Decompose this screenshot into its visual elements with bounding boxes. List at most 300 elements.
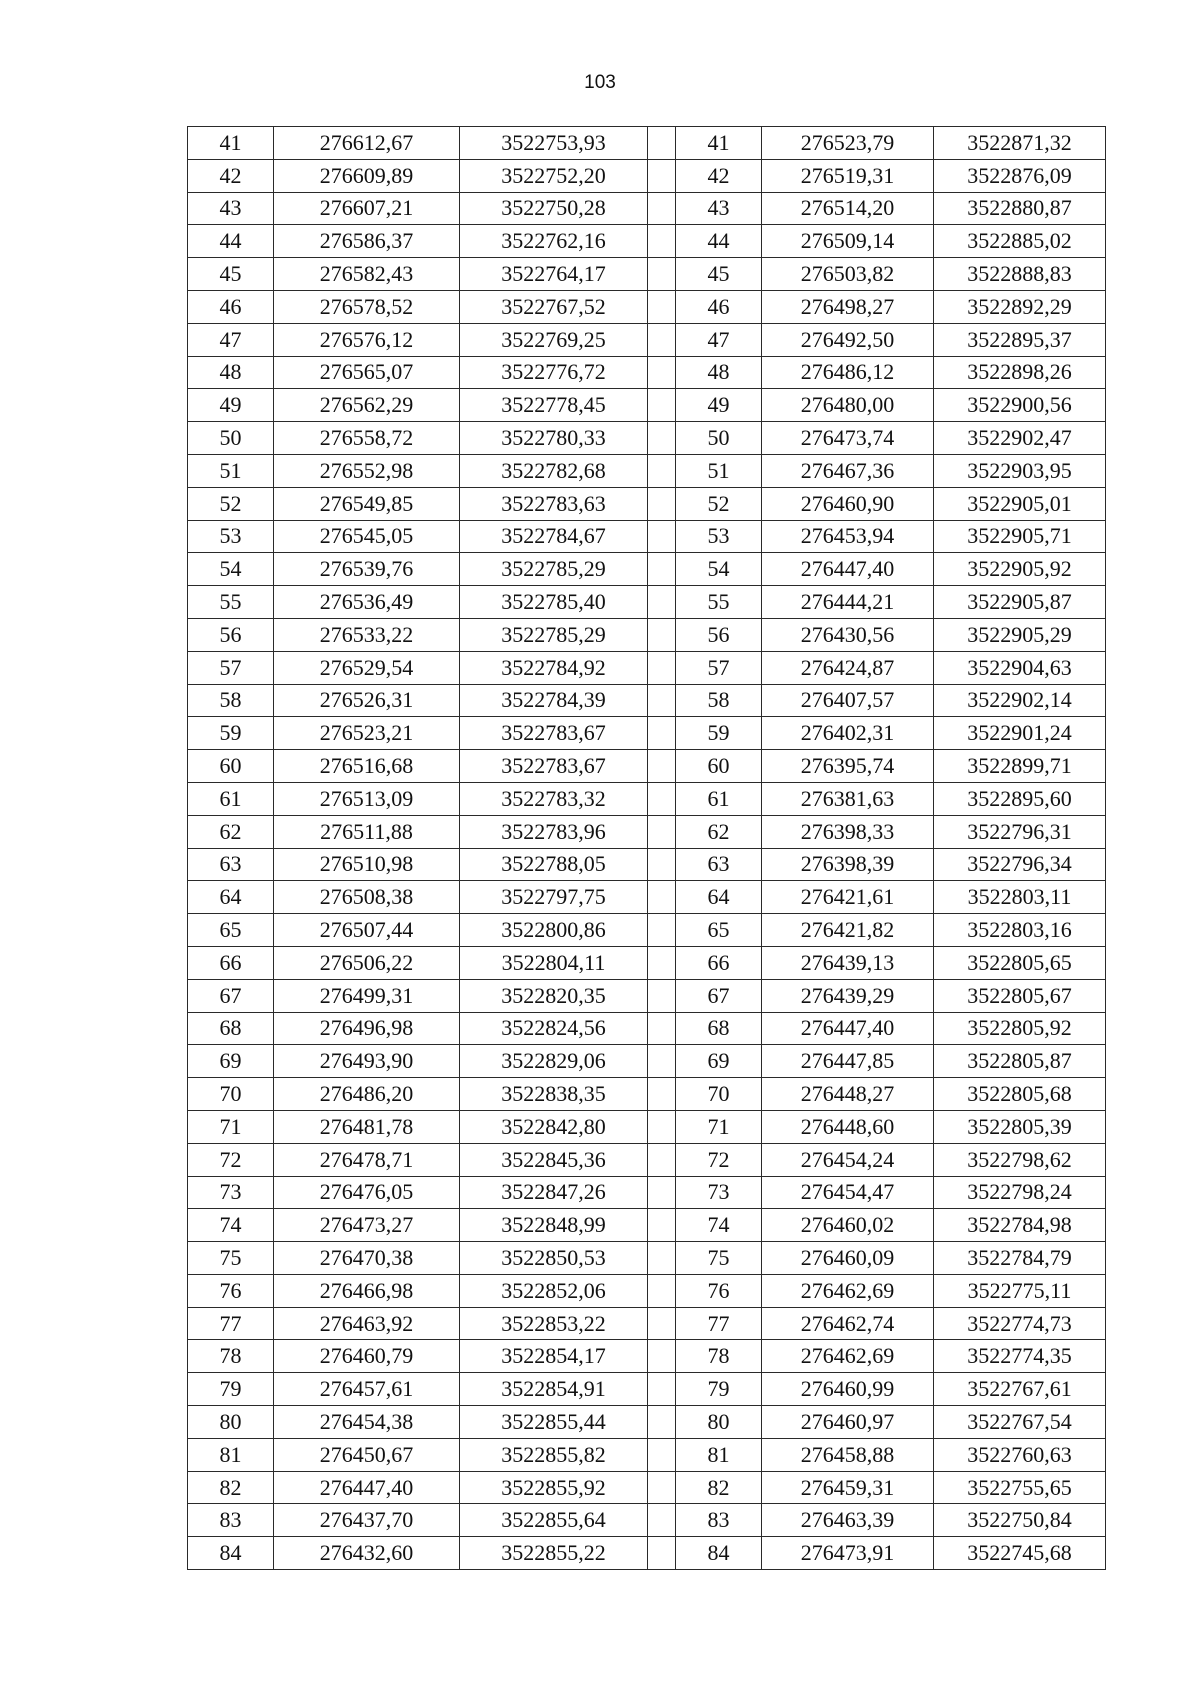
right-y-coordinate-cell: 3522803,16: [934, 914, 1106, 947]
right-y-coordinate-cell: 3522898,26: [934, 356, 1106, 389]
left-point-number-cell: 60: [188, 750, 274, 783]
right-y-coordinate-cell: 3522803,11: [934, 881, 1106, 914]
left-point-number-cell: 72: [188, 1143, 274, 1176]
right-x-coordinate-cell: 276447,40: [762, 553, 934, 586]
left-point-number-cell: 64: [188, 881, 274, 914]
left-x-coordinate-cell: 276510,98: [274, 848, 460, 881]
table-row: [188, 323, 1106, 356]
table-row: [188, 1373, 1106, 1406]
left-point-number-cell: 56: [188, 618, 274, 651]
left-point-number-cell: 50: [188, 422, 274, 455]
right-y-coordinate-cell: 3522796,31: [934, 815, 1106, 848]
left-y-coordinate-cell: 3522778,45: [460, 389, 648, 422]
right-y-coordinate-cell: 3522904,63: [934, 651, 1106, 684]
left-y-coordinate-cell: 3522845,36: [460, 1143, 648, 1176]
left-x-coordinate-cell: 276447,40: [274, 1471, 460, 1504]
right-point-number-cell: 41: [676, 127, 762, 160]
right-y-coordinate-cell: 3522888,83: [934, 258, 1106, 291]
left-point-number-cell: 57: [188, 651, 274, 684]
left-y-coordinate-cell: 3522847,26: [460, 1176, 648, 1209]
left-point-number-cell: 55: [188, 586, 274, 619]
left-x-coordinate-cell: 276506,22: [274, 946, 460, 979]
right-x-coordinate-cell: 276458,88: [762, 1438, 934, 1471]
right-point-number-cell: 69: [676, 1045, 762, 1078]
table-row: [188, 1537, 1106, 1570]
table-row: [188, 127, 1106, 160]
left-point-number-cell: 59: [188, 717, 274, 750]
right-y-coordinate-cell: 3522895,37: [934, 323, 1106, 356]
spacer-cell: [648, 1307, 676, 1340]
right-y-coordinate-cell: 3522745,68: [934, 1537, 1106, 1570]
left-x-coordinate-cell: 276513,09: [274, 782, 460, 815]
right-x-coordinate-cell: 276421,61: [762, 881, 934, 914]
left-point-number-cell: 45: [188, 258, 274, 291]
right-y-coordinate-cell: 3522767,54: [934, 1406, 1106, 1439]
spacer-cell: [648, 454, 676, 487]
right-x-coordinate-cell: 276381,63: [762, 782, 934, 815]
right-point-number-cell: 61: [676, 782, 762, 815]
left-x-coordinate-cell: 276565,07: [274, 356, 460, 389]
right-x-coordinate-cell: 276448,27: [762, 1078, 934, 1111]
table-row: [188, 192, 1106, 225]
left-x-coordinate-cell: 276437,70: [274, 1504, 460, 1537]
right-x-coordinate-cell: 276448,60: [762, 1110, 934, 1143]
right-x-coordinate-cell: 276398,33: [762, 815, 934, 848]
left-x-coordinate-cell: 276545,05: [274, 520, 460, 553]
left-point-number-cell: 67: [188, 979, 274, 1012]
table-row: [188, 1438, 1106, 1471]
left-point-number-cell: 54: [188, 553, 274, 586]
right-y-coordinate-cell: 3522895,60: [934, 782, 1106, 815]
left-x-coordinate-cell: 276539,76: [274, 553, 460, 586]
right-x-coordinate-cell: 276462,69: [762, 1340, 934, 1373]
left-x-coordinate-cell: 276562,29: [274, 389, 460, 422]
spacer-cell: [648, 750, 676, 783]
right-point-number-cell: 52: [676, 487, 762, 520]
right-x-coordinate-cell: 276454,24: [762, 1143, 934, 1176]
right-point-number-cell: 50: [676, 422, 762, 455]
left-x-coordinate-cell: 276507,44: [274, 914, 460, 947]
table-row: [188, 815, 1106, 848]
table-row: [188, 290, 1106, 323]
table-row: [188, 258, 1106, 291]
table-row: [188, 684, 1106, 717]
right-y-coordinate-cell: 3522805,39: [934, 1110, 1106, 1143]
right-y-coordinate-cell: 3522760,63: [934, 1438, 1106, 1471]
left-y-coordinate-cell: 3522783,32: [460, 782, 648, 815]
left-x-coordinate-cell: 276499,31: [274, 979, 460, 1012]
right-y-coordinate-cell: 3522775,11: [934, 1274, 1106, 1307]
right-y-coordinate-cell: 3522805,68: [934, 1078, 1106, 1111]
spacer-cell: [648, 1012, 676, 1045]
left-y-coordinate-cell: 3522850,53: [460, 1242, 648, 1275]
spacer-cell: [648, 717, 676, 750]
right-point-number-cell: 57: [676, 651, 762, 684]
spacer-cell: [648, 1176, 676, 1209]
left-y-coordinate-cell: 3522820,35: [460, 979, 648, 1012]
right-y-coordinate-cell: 3522876,09: [934, 159, 1106, 192]
right-x-coordinate-cell: 276480,00: [762, 389, 934, 422]
right-point-number-cell: 80: [676, 1406, 762, 1439]
left-point-number-cell: 70: [188, 1078, 274, 1111]
right-x-coordinate-cell: 276473,74: [762, 422, 934, 455]
left-y-coordinate-cell: 3522852,06: [460, 1274, 648, 1307]
left-x-coordinate-cell: 276549,85: [274, 487, 460, 520]
table-row: [188, 848, 1106, 881]
left-y-coordinate-cell: 3522804,11: [460, 946, 648, 979]
left-y-coordinate-cell: 3522788,05: [460, 848, 648, 881]
right-y-coordinate-cell: 3522899,71: [934, 750, 1106, 783]
right-y-coordinate-cell: 3522880,87: [934, 192, 1106, 225]
table-row: [188, 1209, 1106, 1242]
right-y-coordinate-cell: 3522784,79: [934, 1242, 1106, 1275]
right-y-coordinate-cell: 3522905,29: [934, 618, 1106, 651]
right-point-number-cell: 79: [676, 1373, 762, 1406]
table-row: [188, 1176, 1106, 1209]
left-point-number-cell: 84: [188, 1537, 274, 1570]
left-x-coordinate-cell: 276511,88: [274, 815, 460, 848]
right-y-coordinate-cell: 3522750,84: [934, 1504, 1106, 1537]
left-x-coordinate-cell: 276457,61: [274, 1373, 460, 1406]
right-x-coordinate-cell: 276460,97: [762, 1406, 934, 1439]
right-x-coordinate-cell: 276459,31: [762, 1471, 934, 1504]
right-point-number-cell: 83: [676, 1504, 762, 1537]
right-point-number-cell: 70: [676, 1078, 762, 1111]
right-x-coordinate-cell: 276439,29: [762, 979, 934, 1012]
left-y-coordinate-cell: 3522855,22: [460, 1537, 648, 1570]
right-point-number-cell: 81: [676, 1438, 762, 1471]
table-row: [188, 454, 1106, 487]
left-point-number-cell: 68: [188, 1012, 274, 1045]
table-row: [188, 914, 1106, 947]
right-point-number-cell: 43: [676, 192, 762, 225]
left-point-number-cell: 49: [188, 389, 274, 422]
right-y-coordinate-cell: 3522905,01: [934, 487, 1106, 520]
right-y-coordinate-cell: 3522902,47: [934, 422, 1106, 455]
left-y-coordinate-cell: 3522785,40: [460, 586, 648, 619]
right-point-number-cell: 45: [676, 258, 762, 291]
left-x-coordinate-cell: 276470,38: [274, 1242, 460, 1275]
right-y-coordinate-cell: 3522885,02: [934, 225, 1106, 258]
right-y-coordinate-cell: 3522805,65: [934, 946, 1106, 979]
left-x-coordinate-cell: 276466,98: [274, 1274, 460, 1307]
right-y-coordinate-cell: 3522784,98: [934, 1209, 1106, 1242]
right-y-coordinate-cell: 3522796,34: [934, 848, 1106, 881]
spacer-cell: [648, 1537, 676, 1570]
left-y-coordinate-cell: 3522800,86: [460, 914, 648, 947]
right-x-coordinate-cell: 276462,69: [762, 1274, 934, 1307]
right-x-coordinate-cell: 276402,31: [762, 717, 934, 750]
right-point-number-cell: 53: [676, 520, 762, 553]
table-row: [188, 782, 1106, 815]
right-point-number-cell: 73: [676, 1176, 762, 1209]
spacer-cell: [648, 1471, 676, 1504]
left-x-coordinate-cell: 276463,92: [274, 1307, 460, 1340]
right-point-number-cell: 77: [676, 1307, 762, 1340]
left-y-coordinate-cell: 3522854,17: [460, 1340, 648, 1373]
left-x-coordinate-cell: 276529,54: [274, 651, 460, 684]
left-point-number-cell: 78: [188, 1340, 274, 1373]
right-x-coordinate-cell: 276486,12: [762, 356, 934, 389]
right-point-number-cell: 48: [676, 356, 762, 389]
left-y-coordinate-cell: 3522842,80: [460, 1110, 648, 1143]
right-point-number-cell: 65: [676, 914, 762, 947]
right-x-coordinate-cell: 276463,39: [762, 1504, 934, 1537]
spacer-cell: [648, 1110, 676, 1143]
right-x-coordinate-cell: 276447,40: [762, 1012, 934, 1045]
left-y-coordinate-cell: 3522750,28: [460, 192, 648, 225]
right-x-coordinate-cell: 276492,50: [762, 323, 934, 356]
table-row: [188, 651, 1106, 684]
table-row: [188, 586, 1106, 619]
right-point-number-cell: 76: [676, 1274, 762, 1307]
right-point-number-cell: 67: [676, 979, 762, 1012]
spacer-cell: [648, 1274, 676, 1307]
left-point-number-cell: 69: [188, 1045, 274, 1078]
left-x-coordinate-cell: 276582,43: [274, 258, 460, 291]
right-point-number-cell: 66: [676, 946, 762, 979]
right-y-coordinate-cell: 3522798,24: [934, 1176, 1106, 1209]
table-row: [188, 946, 1106, 979]
table-row: [188, 1340, 1106, 1373]
spacer-cell: [648, 422, 676, 455]
left-x-coordinate-cell: 276533,22: [274, 618, 460, 651]
right-point-number-cell: 51: [676, 454, 762, 487]
right-y-coordinate-cell: 3522755,65: [934, 1471, 1106, 1504]
left-y-coordinate-cell: 3522824,56: [460, 1012, 648, 1045]
table-row: [188, 717, 1106, 750]
right-x-coordinate-cell: 276444,21: [762, 586, 934, 619]
spacer-cell: [648, 1078, 676, 1111]
left-x-coordinate-cell: 276508,38: [274, 881, 460, 914]
left-y-coordinate-cell: 3522783,63: [460, 487, 648, 520]
left-point-number-cell: 73: [188, 1176, 274, 1209]
left-point-number-cell: 63: [188, 848, 274, 881]
left-y-coordinate-cell: 3522797,75: [460, 881, 648, 914]
spacer-cell: [648, 1242, 676, 1275]
left-y-coordinate-cell: 3522783,67: [460, 750, 648, 783]
right-y-coordinate-cell: 3522905,71: [934, 520, 1106, 553]
left-point-number-cell: 43: [188, 192, 274, 225]
table-row: [188, 422, 1106, 455]
right-x-coordinate-cell: 276439,13: [762, 946, 934, 979]
right-point-number-cell: 68: [676, 1012, 762, 1045]
table-row: [188, 553, 1106, 586]
right-x-coordinate-cell: 276460,99: [762, 1373, 934, 1406]
left-point-number-cell: 41: [188, 127, 274, 160]
spacer-cell: [648, 1143, 676, 1176]
left-y-coordinate-cell: 3522776,72: [460, 356, 648, 389]
right-x-coordinate-cell: 276498,27: [762, 290, 934, 323]
left-point-number-cell: 71: [188, 1110, 274, 1143]
spacer-cell: [648, 618, 676, 651]
spacer-cell: [648, 323, 676, 356]
spacer-cell: [648, 520, 676, 553]
left-x-coordinate-cell: 276607,21: [274, 192, 460, 225]
right-y-coordinate-cell: 3522805,67: [934, 979, 1106, 1012]
left-point-number-cell: 46: [188, 290, 274, 323]
right-point-number-cell: 55: [676, 586, 762, 619]
right-point-number-cell: 42: [676, 159, 762, 192]
left-point-number-cell: 66: [188, 946, 274, 979]
right-y-coordinate-cell: 3522805,92: [934, 1012, 1106, 1045]
left-point-number-cell: 74: [188, 1209, 274, 1242]
right-x-coordinate-cell: 276430,56: [762, 618, 934, 651]
spacer-cell: [648, 1340, 676, 1373]
spacer-cell: [648, 1209, 676, 1242]
left-y-coordinate-cell: 3522783,67: [460, 717, 648, 750]
spacer-cell: [648, 1438, 676, 1471]
table-row: [188, 1274, 1106, 1307]
left-y-coordinate-cell: 3522784,39: [460, 684, 648, 717]
left-point-number-cell: 47: [188, 323, 274, 356]
right-x-coordinate-cell: 276460,02: [762, 1209, 934, 1242]
left-point-number-cell: 53: [188, 520, 274, 553]
left-y-coordinate-cell: 3522780,33: [460, 422, 648, 455]
right-x-coordinate-cell: 276467,36: [762, 454, 934, 487]
spacer-cell: [648, 815, 676, 848]
right-y-coordinate-cell: 3522871,32: [934, 127, 1106, 160]
right-y-coordinate-cell: 3522901,24: [934, 717, 1106, 750]
left-point-number-cell: 75: [188, 1242, 274, 1275]
right-y-coordinate-cell: 3522905,92: [934, 553, 1106, 586]
spacer-cell: [648, 389, 676, 422]
right-x-coordinate-cell: 276473,91: [762, 1537, 934, 1570]
table-row: [188, 225, 1106, 258]
left-y-coordinate-cell: 3522785,29: [460, 553, 648, 586]
spacer-cell: [648, 651, 676, 684]
right-y-coordinate-cell: 3522767,61: [934, 1373, 1106, 1406]
left-x-coordinate-cell: 276450,67: [274, 1438, 460, 1471]
table-row: [188, 1471, 1106, 1504]
left-x-coordinate-cell: 276558,72: [274, 422, 460, 455]
spacer-cell: [648, 356, 676, 389]
spacer-cell: [648, 881, 676, 914]
spacer-cell: [648, 487, 676, 520]
left-point-number-cell: 83: [188, 1504, 274, 1537]
right-x-coordinate-cell: 276407,57: [762, 684, 934, 717]
left-y-coordinate-cell: 3522753,93: [460, 127, 648, 160]
left-point-number-cell: 80: [188, 1406, 274, 1439]
spacer-cell: [648, 1045, 676, 1078]
left-x-coordinate-cell: 276476,05: [274, 1176, 460, 1209]
table-row: [188, 1242, 1106, 1275]
left-y-coordinate-cell: 3522782,68: [460, 454, 648, 487]
table-row: [188, 1504, 1106, 1537]
left-x-coordinate-cell: 276523,21: [274, 717, 460, 750]
table-row: [188, 1078, 1106, 1111]
spacer-cell: [648, 1373, 676, 1406]
right-point-number-cell: 64: [676, 881, 762, 914]
right-point-number-cell: 54: [676, 553, 762, 586]
right-x-coordinate-cell: 276514,20: [762, 192, 934, 225]
left-point-number-cell: 42: [188, 159, 274, 192]
right-x-coordinate-cell: 276424,87: [762, 651, 934, 684]
right-point-number-cell: 62: [676, 815, 762, 848]
right-point-number-cell: 49: [676, 389, 762, 422]
left-x-coordinate-cell: 276473,27: [274, 1209, 460, 1242]
spacer-cell: [648, 1406, 676, 1439]
right-y-coordinate-cell: 3522774,35: [934, 1340, 1106, 1373]
right-point-number-cell: 60: [676, 750, 762, 783]
left-y-coordinate-cell: 3522785,29: [460, 618, 648, 651]
right-y-coordinate-cell: 3522798,62: [934, 1143, 1106, 1176]
left-point-number-cell: 52: [188, 487, 274, 520]
spacer-cell: [648, 848, 676, 881]
right-x-coordinate-cell: 276460,09: [762, 1242, 934, 1275]
spacer-cell: [648, 684, 676, 717]
right-point-number-cell: 72: [676, 1143, 762, 1176]
right-x-coordinate-cell: 276447,85: [762, 1045, 934, 1078]
left-y-coordinate-cell: 3522854,91: [460, 1373, 648, 1406]
left-x-coordinate-cell: 276432,60: [274, 1537, 460, 1570]
table-row: [188, 1406, 1106, 1439]
left-x-coordinate-cell: 276552,98: [274, 454, 460, 487]
left-x-coordinate-cell: 276454,38: [274, 1406, 460, 1439]
table-row: [188, 1143, 1106, 1176]
spacer-cell: [648, 258, 676, 291]
left-y-coordinate-cell: 3522855,44: [460, 1406, 648, 1439]
left-x-coordinate-cell: 276576,12: [274, 323, 460, 356]
left-point-number-cell: 48: [188, 356, 274, 389]
left-y-coordinate-cell: 3522848,99: [460, 1209, 648, 1242]
right-y-coordinate-cell: 3522902,14: [934, 684, 1106, 717]
table-row: [188, 1307, 1106, 1340]
left-y-coordinate-cell: 3522783,96: [460, 815, 648, 848]
spacer-cell: [648, 159, 676, 192]
left-y-coordinate-cell: 3522853,22: [460, 1307, 648, 1340]
left-point-number-cell: 81: [188, 1438, 274, 1471]
left-y-coordinate-cell: 3522784,92: [460, 651, 648, 684]
right-point-number-cell: 56: [676, 618, 762, 651]
right-point-number-cell: 47: [676, 323, 762, 356]
left-x-coordinate-cell: 276516,68: [274, 750, 460, 783]
right-point-number-cell: 82: [676, 1471, 762, 1504]
table-row: [188, 487, 1106, 520]
right-x-coordinate-cell: 276398,39: [762, 848, 934, 881]
right-point-number-cell: 46: [676, 290, 762, 323]
left-x-coordinate-cell: 276478,71: [274, 1143, 460, 1176]
left-y-coordinate-cell: 3522752,20: [460, 159, 648, 192]
right-point-number-cell: 63: [676, 848, 762, 881]
right-point-number-cell: 58: [676, 684, 762, 717]
right-point-number-cell: 59: [676, 717, 762, 750]
spacer-cell: [648, 979, 676, 1012]
right-point-number-cell: 74: [676, 1209, 762, 1242]
right-point-number-cell: 71: [676, 1110, 762, 1143]
left-x-coordinate-cell: 276578,52: [274, 290, 460, 323]
left-y-coordinate-cell: 3522855,64: [460, 1504, 648, 1537]
left-point-number-cell: 61: [188, 782, 274, 815]
right-x-coordinate-cell: 276462,74: [762, 1307, 934, 1340]
right-x-coordinate-cell: 276421,82: [762, 914, 934, 947]
table-row: [188, 1110, 1106, 1143]
left-x-coordinate-cell: 276481,78: [274, 1110, 460, 1143]
left-x-coordinate-cell: 276493,90: [274, 1045, 460, 1078]
right-y-coordinate-cell: 3522900,56: [934, 389, 1106, 422]
left-point-number-cell: 44: [188, 225, 274, 258]
right-x-coordinate-cell: 276460,90: [762, 487, 934, 520]
table-row: [188, 520, 1106, 553]
left-y-coordinate-cell: 3522855,82: [460, 1438, 648, 1471]
right-y-coordinate-cell: 3522892,29: [934, 290, 1106, 323]
page-number: 103: [584, 72, 616, 93]
spacer-cell: [648, 914, 676, 947]
table-row: [188, 159, 1106, 192]
left-y-coordinate-cell: 3522855,92: [460, 1471, 648, 1504]
table-row: [188, 618, 1106, 651]
left-x-coordinate-cell: 276609,89: [274, 159, 460, 192]
